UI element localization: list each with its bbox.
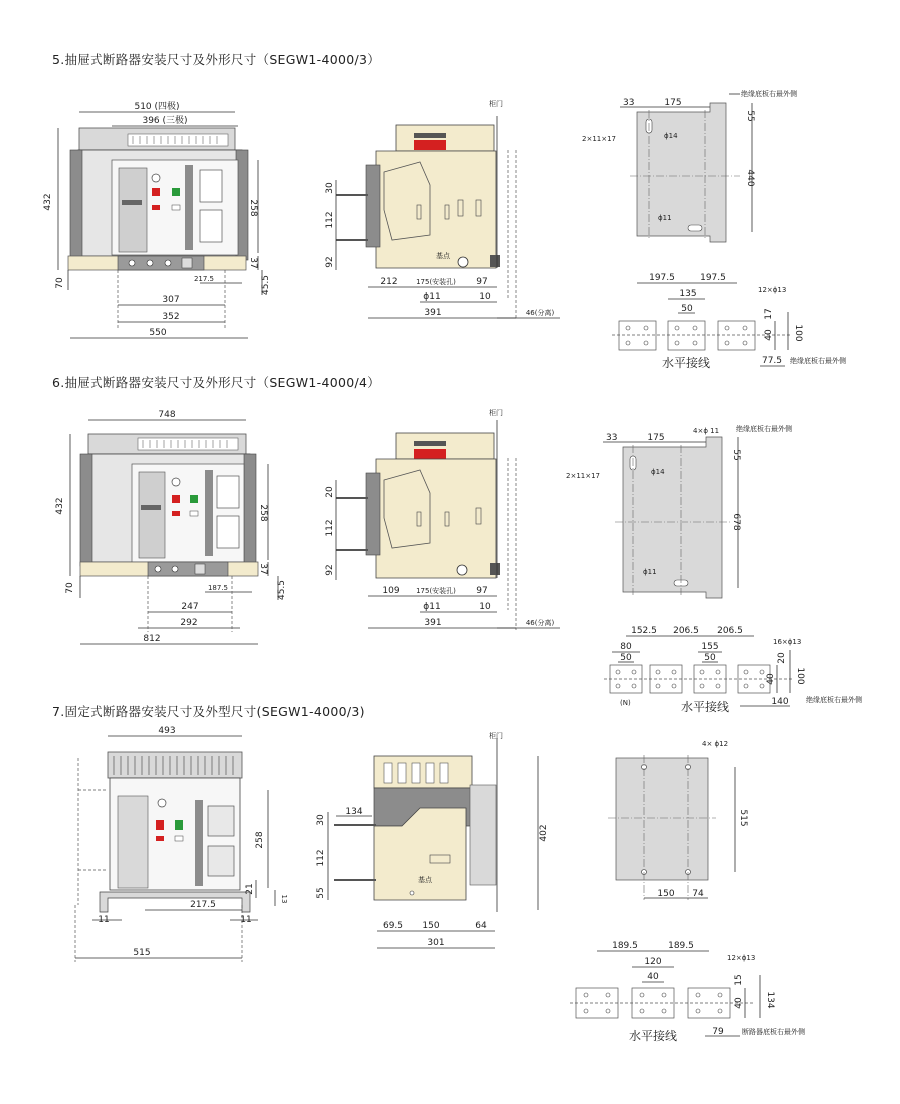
s7-front-view — [75, 736, 275, 962]
s6-side-d112: 112 — [325, 519, 335, 537]
s7-front-d11b: 11 — [240, 915, 252, 925]
s7-bus-caption: 水平接线 — [628, 1029, 678, 1043]
s5-bus-d40: 40 — [764, 329, 774, 341]
section-5-heading: 5.抽屉式断路器安装尺寸及外形尺寸（SEGW1-4000/3） — [52, 52, 381, 67]
s6-side-mount: 175(安装孔) — [416, 587, 456, 595]
s7-bus-holes: 12×ϕ13 — [727, 954, 756, 962]
s7-side-d112: 112 — [316, 849, 326, 867]
s7-bus-d79: 79 — [712, 1027, 724, 1037]
s6-plate-d55: 55 — [731, 449, 741, 461]
s5-mounting-plate — [620, 94, 752, 242]
s5-side-d30: 30 — [325, 182, 335, 194]
s5-bus-d77-5: 77.5 — [761, 356, 783, 366]
s6-bus-d50b: 50 — [704, 653, 716, 663]
s5-front-width3: 396 (三极) — [142, 116, 188, 126]
s7-front-d217-5: 217.5 — [190, 900, 216, 910]
s6-front-w748: 748 — [158, 410, 176, 420]
s6-side-d97: 97 — [476, 586, 488, 596]
s6-bus-holes: 16×ϕ13 — [773, 638, 802, 646]
s6-front-view — [70, 420, 278, 644]
s6-bus-d155: 155 — [701, 642, 719, 652]
s6-bus-d80: 80 — [620, 642, 632, 652]
s5-front-d217-5: 217.5 — [193, 275, 215, 283]
s5-plate-phi11: ϕ11 — [658, 214, 672, 222]
s5-bus-holes: 12×ϕ13 — [758, 286, 787, 294]
s7-side-d402: 402 — [539, 824, 549, 842]
s7-side-d64: 64 — [475, 921, 487, 931]
s6-bus-neutral: (N) — [620, 699, 631, 707]
s6-bus-d152-5: 152.5 — [631, 626, 657, 636]
s7-bus-d189-5a: 189.5 — [612, 941, 638, 951]
s7-bus-d15: 15 — [734, 974, 744, 986]
s5-side-d112: 112 — [325, 211, 335, 229]
s6-side-d20: 20 — [325, 486, 335, 498]
s5-side-door: 柜门 — [489, 100, 503, 108]
s5-front-d550: 550 — [149, 328, 167, 338]
s6-front-h258: 258 — [258, 504, 268, 522]
s6-bus-edge: 绝缘底板右最外侧 — [806, 696, 862, 704]
s6-mounting-plate — [603, 437, 738, 598]
s7-side-d134: 134 — [345, 807, 363, 817]
s5-plate-edge: 绝缘底板右最外侧 — [741, 90, 797, 98]
s5-front-d45-5: 45.5 — [261, 274, 271, 296]
s7-side-view — [328, 738, 538, 948]
s5-front-d307: 307 — [162, 295, 180, 305]
s5-bus-caption: 水平接线 — [661, 356, 711, 370]
s7-front-h258: 258 — [255, 831, 265, 849]
s7-bus-d134: 134 — [765, 991, 775, 1009]
s5-bus-d100: 100 — [793, 324, 803, 342]
s5-side-d92: 92 — [325, 256, 335, 268]
s7-side-d30: 30 — [316, 814, 326, 826]
s6-plate-d678: 678 — [731, 513, 741, 531]
s6-front-d812: 812 — [143, 634, 161, 644]
s6-side-phi11: ϕ11 — [423, 602, 441, 612]
s5-plate-slot: 2×11×17 — [582, 135, 616, 143]
s6-bus-d100: 100 — [795, 667, 805, 685]
s7-bus-edge: 断路器底板右最外侧 — [742, 1028, 805, 1036]
s5-front-h432: 432 — [43, 193, 53, 211]
s5-bus-d17: 17 — [764, 308, 774, 320]
s5-side-ref: 基点 — [436, 252, 450, 260]
s6-side-d391: 391 — [424, 618, 442, 628]
s7-front-d13: 13 — [280, 894, 288, 904]
s7-front-d11a: 11 — [98, 915, 110, 925]
s5-front-d37: 37 — [248, 257, 258, 269]
s6-bus-d50a: 50 — [620, 653, 632, 663]
s6-bus-d20: 20 — [777, 652, 787, 664]
s7-plate-d515: 515 — [738, 809, 748, 827]
s7-side-door: 柜门 — [489, 732, 503, 740]
s7-plate-d150: 150 — [657, 889, 675, 899]
s5-bus-edge: 绝缘底板右最外侧 — [790, 357, 846, 365]
s5-side-d391: 391 — [424, 308, 442, 318]
s5-side-d97: 97 — [476, 277, 488, 287]
s5-plate-phi14: ϕ14 — [664, 132, 678, 140]
s6-plate-d33: 33 — [606, 433, 618, 443]
section-6-heading: 6.抽屉式断路器安装尺寸及外形尺寸（SEGW1-4000/4） — [52, 375, 381, 390]
s6-side-view — [336, 420, 560, 630]
s5-front-h258: 258 — [248, 199, 258, 217]
s5-side-sep: 46(分离) — [525, 309, 555, 317]
s6-bus-d206-5a: 206.5 — [673, 626, 699, 636]
s7-busbar-diagram — [570, 951, 760, 1036]
s6-front-d247: 247 — [181, 602, 199, 612]
s6-bus-d206-5b: 206.5 — [717, 626, 743, 636]
s6-front-d37: 37 — [258, 563, 268, 575]
s7-bus-d40b: 40 — [734, 997, 744, 1009]
s7-front-d515: 515 — [133, 948, 151, 958]
s5-bus-d197-5b: 197.5 — [700, 273, 726, 283]
s6-bus-d40: 40 — [766, 673, 776, 685]
s7-side-d150: 150 — [422, 921, 440, 931]
s7-bus-d189-5b: 189.5 — [668, 941, 694, 951]
s7-side-d69-5: 69.5 — [382, 921, 404, 931]
s5-front-width4: 510 (四极) — [134, 102, 180, 112]
s7-side-d55: 55 — [316, 887, 326, 899]
s6-bus-d140: 140 — [771, 697, 789, 707]
s5-side-view — [336, 116, 560, 320]
s7-plate-holes: 4× ϕ12 — [702, 740, 729, 748]
s6-bus-caption: 水平接线 — [680, 700, 730, 714]
s5-side-d10: 10 — [479, 292, 491, 302]
s5-plate-d55: 55 — [745, 110, 755, 122]
s5-bus-d50: 50 — [681, 304, 693, 314]
s6-plate-slot: 2×11×17 — [566, 472, 600, 480]
s5-bus-d197-5a: 197.5 — [649, 273, 675, 283]
s7-bus-d40a: 40 — [647, 972, 659, 982]
s5-busbar-diagram — [612, 283, 790, 366]
s6-side-d10: 10 — [479, 602, 491, 612]
s6-front-d45-5: 45.5 — [277, 579, 287, 601]
s6-plate-holes4: 4×ϕ 11 — [693, 427, 720, 435]
s6-plate-phi14: ϕ14 — [651, 468, 665, 476]
s6-side-sep: 46(分离) — [525, 619, 555, 627]
s7-plate-d74: 74 — [692, 889, 704, 899]
s6-front-d187-5: 187.5 — [207, 584, 229, 592]
s6-side-d109: 109 — [382, 586, 400, 596]
s7-front-d21: 21 — [245, 883, 255, 895]
section-7-heading: 7.固定式断路器安装尺寸及外型尺寸(SEGW1-4000/3) — [52, 704, 365, 719]
s6-front-h432: 432 — [55, 497, 65, 515]
s5-plate-d175: 175 — [664, 98, 682, 108]
s5-side-phi11: ϕ11 — [423, 292, 441, 302]
s6-busbar-diagram — [604, 636, 792, 706]
s5-front-d352: 352 — [162, 312, 180, 322]
s6-front-d70: 70 — [65, 582, 75, 594]
s6-side-d92: 92 — [325, 564, 335, 576]
s6-plate-phi11: ϕ11 — [643, 568, 657, 576]
s6-side-door: 柜门 — [489, 409, 503, 417]
s5-front-d70: 70 — [55, 277, 65, 289]
s6-plate-d175: 175 — [647, 433, 665, 443]
s7-front-w493: 493 — [158, 726, 176, 736]
s7-side-d301: 301 — [427, 938, 445, 948]
s6-front-d292: 292 — [180, 618, 198, 628]
s6-plate-edge: 绝缘底板右最外侧 — [736, 425, 792, 433]
s7-mounting-plate — [608, 755, 735, 900]
s7-bus-d120: 120 — [644, 957, 662, 967]
s7-side-ref: 基点 — [418, 876, 432, 884]
s5-bus-d135: 135 — [679, 289, 697, 299]
s5-front-view — [58, 112, 262, 338]
s5-side-mount: 175(安装孔) — [416, 278, 456, 286]
s5-side-d212: 212 — [380, 277, 398, 287]
s5-plate-d440: 440 — [745, 169, 755, 187]
s5-plate-d33: 33 — [623, 98, 635, 108]
